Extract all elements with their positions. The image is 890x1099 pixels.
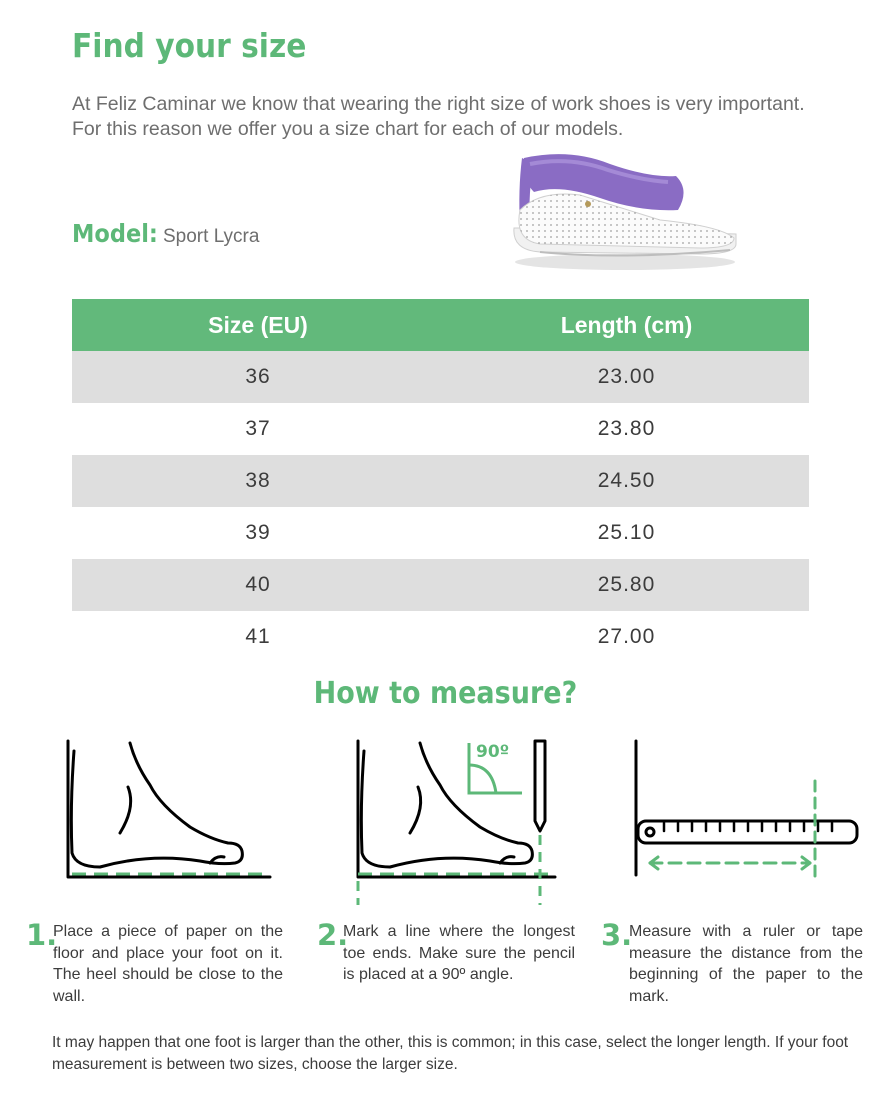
size-cell: 39 (245, 521, 271, 544)
length-cell: 25.10 (597, 521, 656, 544)
how-to-measure-heading (0, 676, 890, 711)
length-cell: 23.00 (444, 351, 809, 403)
size-cell: 38 (72, 455, 444, 507)
size-cell: 41 (245, 625, 271, 648)
column-header-length: Length (cm) (444, 299, 809, 351)
table-row (72, 507, 809, 559)
table-row (72, 403, 809, 455)
step-2-text: Mark a line where the longest toe ends. Make sure the pencil is placed at a 90º angle. (343, 923, 575, 983)
shoe-image (500, 150, 740, 275)
size-cell: 37 (245, 417, 271, 440)
step-2-number: 2. (317, 918, 349, 952)
column-header-size: Size (EU) (72, 299, 444, 351)
foot-on-paper-illustration (60, 735, 275, 885)
step-3-text: Measure with a ruler or tape measure the distance from the beginning of the paper to the mark. (629, 923, 863, 1005)
model-name: Sport Lycra (163, 226, 260, 247)
step-1-number: 1. (26, 918, 58, 952)
table-row (72, 455, 809, 507)
intro-text: At Feliz Caminar we know that wearing the right size of work shoes is very important. For this reason we offer you a size chart for each of our models. (72, 93, 805, 140)
length-cell: 23.80 (597, 417, 656, 440)
table-row (72, 559, 809, 611)
table-header-row (72, 299, 809, 351)
how-to-measure-title: How to measure? (313, 676, 577, 711)
size-cell: 40 (72, 559, 444, 611)
angle-label: 90º (476, 742, 510, 762)
size-cell: 36 (72, 351, 444, 403)
length-cell: 24.50 (444, 455, 809, 507)
model-label: Model: (72, 219, 158, 248)
ruler-illustration (628, 735, 863, 885)
pencil-mark-illustration (350, 735, 565, 907)
step-3-number: 3. (601, 918, 633, 952)
table-row (72, 611, 809, 663)
footer-note: It may happen that one foot is larger than the other, this is common; in this case, select the longer length. If your foot measurement is between two sizes, choose the larger size. (52, 1034, 849, 1073)
length-cell: 25.80 (444, 559, 809, 611)
table-row (72, 351, 809, 403)
length-cell: 27.00 (597, 625, 656, 648)
page-title: Find your size (72, 26, 307, 65)
size-chart-table (72, 299, 809, 663)
step-1-text: Place a piece of paper on the floor and place your foot on it. The heel should be close to the wall. (53, 923, 283, 1005)
